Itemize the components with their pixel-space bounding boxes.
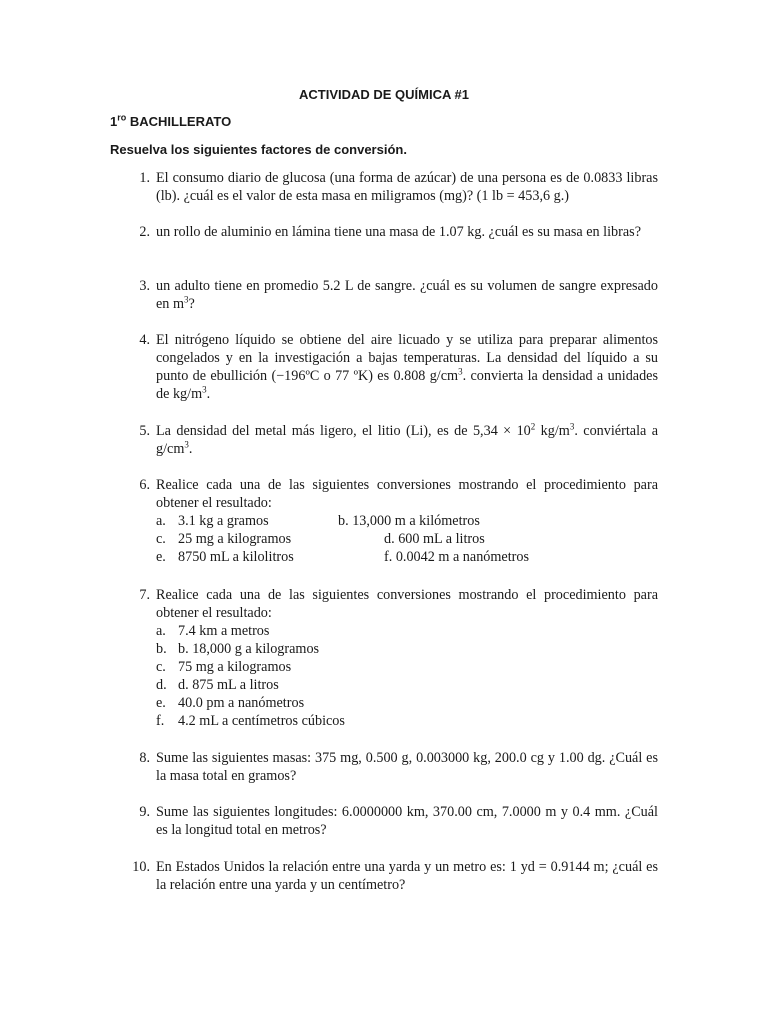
question-number: 9. [139,804,150,820]
list-item: e. 40.0 pm a nanómetros [156,695,305,711]
question-text: El consumo diario de glucosa (una forma de azúcar) de una persona es de 0.0833 libras (lb). ¿cuál es el valor de esta masa en miligramos (mg)? (1 lb = 453,6 g.) [156,170,658,204]
question-number: 7. [139,587,150,603]
grade-number: 1 [110,114,118,129]
question-7 [110,586,658,730]
list-item: c. 25 mg a kilogramos d. 600 mL a litros [156,531,485,547]
question-1 [110,169,658,205]
question-number: 5. [139,423,150,439]
list-item: a. 7.4 km a metros [156,623,270,639]
question-4 [110,331,658,403]
question-number: 3. [139,278,150,294]
question-text: El nitrógeno líquido se obtiene del aire licuado y se utiliza para preparar alimentos congelados y en la investigación a bajas temperaturas. La densidad del líquido a su punto de ebullición (−196ºC o 77 ºK) es 0.808 $g/cm^3$. convierta la densidad a unidades de $kg/m^3$. [156,332,658,402]
list-item: e. 8750 mL a kilolitros f. 0.0042 m a nanómetros [156,549,529,565]
question-text: un rollo de aluminio en lámina tiene una masa de 1.07 kg. ¿cuál es su masa en libras? [156,224,641,240]
question-text: Realice cada una de las siguientes conversiones mostrando el procedimiento para obtener el resultado: [156,587,658,621]
question-text: La densidad del metal más ligero, el litio (Li), es de $5,34 \times 10^2$ $kg/m^3$. conviértala a $g/cm^3$. [156,421,658,457]
conversion-list [156,512,658,566]
question-2 [110,223,658,241]
question-text: Realice cada una de las siguientes conversiones mostrando el procedimiento para obtener el resultado: [156,477,658,511]
question-number: 10. [132,859,150,875]
question-text: Sume las siguientes masas: 375 mg, 0.500 g, 0.003000 kg, 200.0 cg y 1.00 dg. ¿Cuál es la masa total en gramos? [156,750,658,784]
question-number: 1. [139,170,150,186]
question-number: 2. [139,224,150,240]
question-text: En Estados Unidos la relación entre una yarda y un metro es: 1 yd = 0.9144 m; ¿cuál es la relación entre una yarda y un centímetro? [156,859,658,893]
question-5 [110,422,658,458]
question-number: 4. [139,332,150,348]
list-item: c. 75 mg a kilogramos [156,659,292,675]
question-10 [110,858,658,894]
grade-superscript: ro [117,112,127,123]
question-3 [110,277,658,313]
list-item: d. d. 875 mL a litros [156,677,279,693]
conversion-list [156,622,658,730]
question-6 [110,476,658,566]
grade-text: BACHILLERATO [126,114,232,129]
grade-label [110,114,231,129]
question-8 [110,749,658,785]
list-item: a. 3.1 kg a gramos b. 13,000 m a kilómetros [156,513,480,529]
instructions: Resuelva los siguientes factores de conversión. [110,142,407,157]
question-9 [110,803,658,839]
list-item: b. b. 18,000 g a kilogramos [156,641,320,657]
question-number: 6. [139,477,150,493]
page-title: ACTIVIDAD DE QUÍMICA #1 [299,87,469,102]
question-number: 8. [139,750,150,766]
list-item: f. 4.2 mL a centímetros cúbicos [156,713,345,729]
question-text: un adulto tiene en promedio 5.2 L de sangre. ¿cuál es su volumen de sangre expresado en $m^3$? [156,278,658,312]
question-text: Sume las siguientes longitudes: 6.0000000 km, 370.00 cm, 7.0000 m y 0.4 mm. ¿Cuál es la longitud total en metros? [156,804,658,838]
